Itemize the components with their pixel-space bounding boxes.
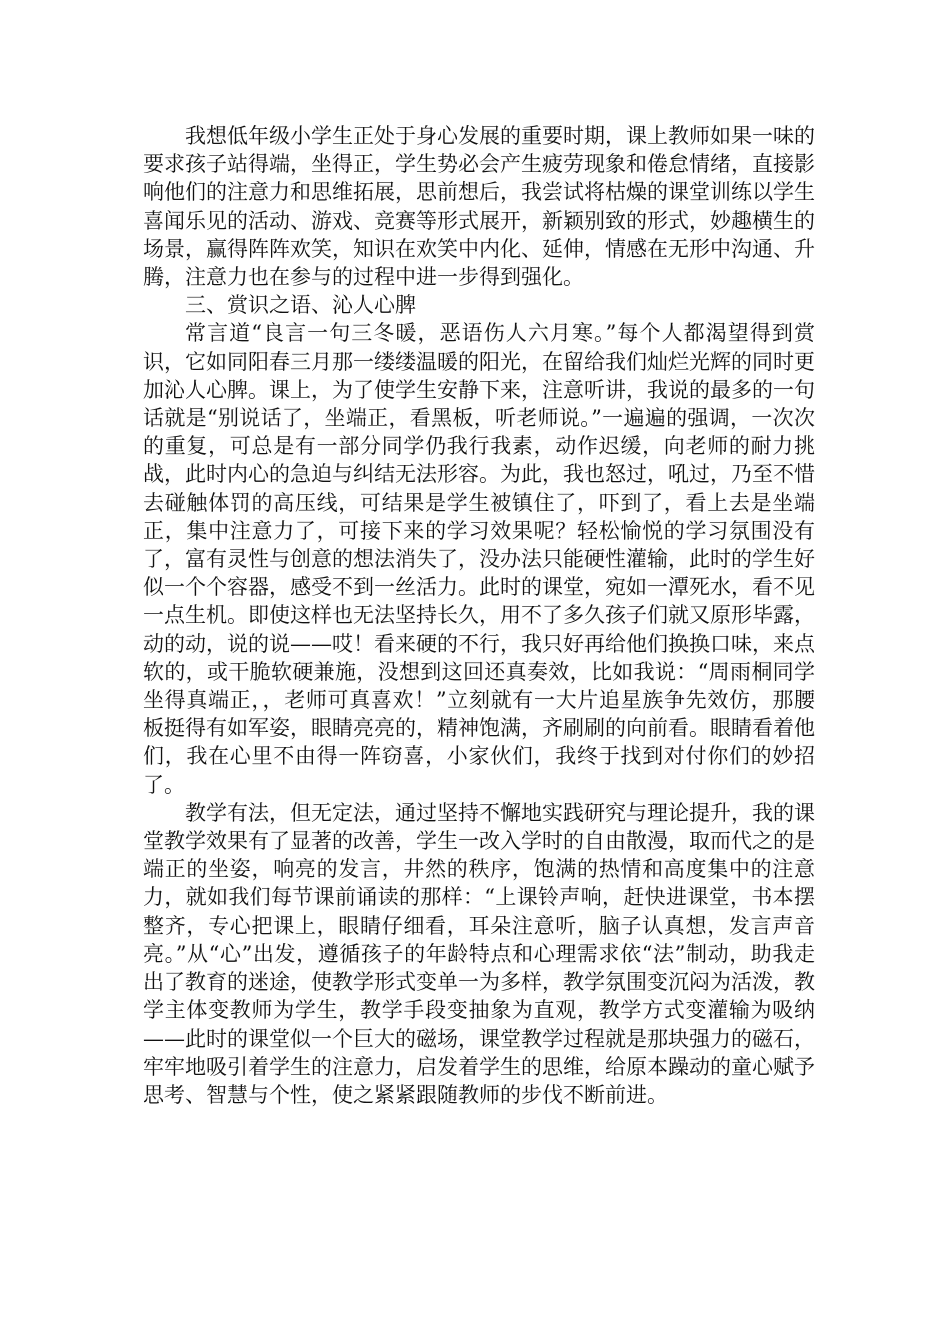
document-body	[143, 122, 815, 1109]
paragraph-appreciation: 常言道“良言一句三冬暖，恶语伤人六月寒。”每个人都渴望得到赏识，它如同阳春三月那一缕缕温暖的阳光，在留给我们灿烂光辉的同时更加沁人心脾。课上，为了使学生安静下来，注意听讲，我说的最多的一句话就是“别说话了，坐端正，看黑板，听老师说。”一遍遍的强调，一次次的重复，可总是有一部分同学仍我行我素，动作迟缓，向老师的耐力挑战，此时内心的急迫与纠结无法形容。为此，我也怒过，吼过，乃至不惜去碰触体罚的高压线，可结果是学生被镇住了，吓到了，看上去是坐端正，集中注意力了，可接下来的学习效果呢？轻松愉悦的学习氛围没有了，富有灵性与创意的想法消失了，没办法只能硬性灌输，此时的学生好似一个个容器，感受不到一丝活力。此时的课堂，宛如一潭死水，看不见一点生机。即使这样也无法坚持长久，用不了多久孩子们就又原形毕露，动的动，说的说——哎！看来硬的不行，我只好再给他们换换口味，来点软的，或干脆软硬兼施，没想到这回还真奏效，比如我说：“周雨桐同学坐得真端正，，老师可真喜欢！”立刻就有一大片追星族争先效仿，那腰板挺得有如军姿，眼睛亮亮的，精神饱满，齐刷刷的向前看。眼睛看着他们，我在心里不由得一阵窃喜，小家伙们，我终于找到对付你们的妙招了。	[143, 321, 815, 797]
section-heading: 三、赏识之语、沁人心脾	[185, 293, 416, 318]
paragraph-conclusion: 教学有法，但无定法，通过坚持不懈地实践研究与理论提升，我的课堂教学效果有了显著的改善，学生一改入学时的自由散漫，取而代之的是端正的坐姿，响亮的发言，井然的秩序，饱满的热情和高度集中的注意力，就如我们每节课前诵读的那样：“上课铃声响，赶快进课堂，书本摆整齐，专心把课上，眼睛仔细看，耳朵注意听，脑子认真想，发言声音亮。”从“心”出发，遵循孩子的年龄特点和心理需求依“法”制动，助我走出了教育的迷途，使教学形式变单一为多样，教学氛围变沉闷为活泼，教学主体变教师为学生，教学手段变抽象为直观，教学方式变灌输为吸纳——此时的课堂似一个巨大的磁场，课堂教学过程就是那块强力的磁石，牢牢地吸引着学生的注意力，启发着学生的思维，给原本躁动的童心赋予思考、智慧与个性，使之紧紧跟随教师的步伐不断前进。	[143, 800, 815, 1107]
paragraph-activities: 我想低年级小学生正处于身心发展的重要时期，课上教师如果一味的要求孩子站得端，坐得正，学生势必会产生疲劳现象和倦怠情绪，直接影响他们的注意力和思维拓展，思前想后，我尝试将枯燥的课堂训练以学生喜闻乐见的活动、游戏、竞赛等形式展开，新颖别致的形式，妙趣横生的场景，赢得阵阵欢笑，知识在欢笑中内化、延伸，情感在无形中沟通、升腾，注意力也在参与的过程中进一步得到强化。	[143, 124, 815, 290]
